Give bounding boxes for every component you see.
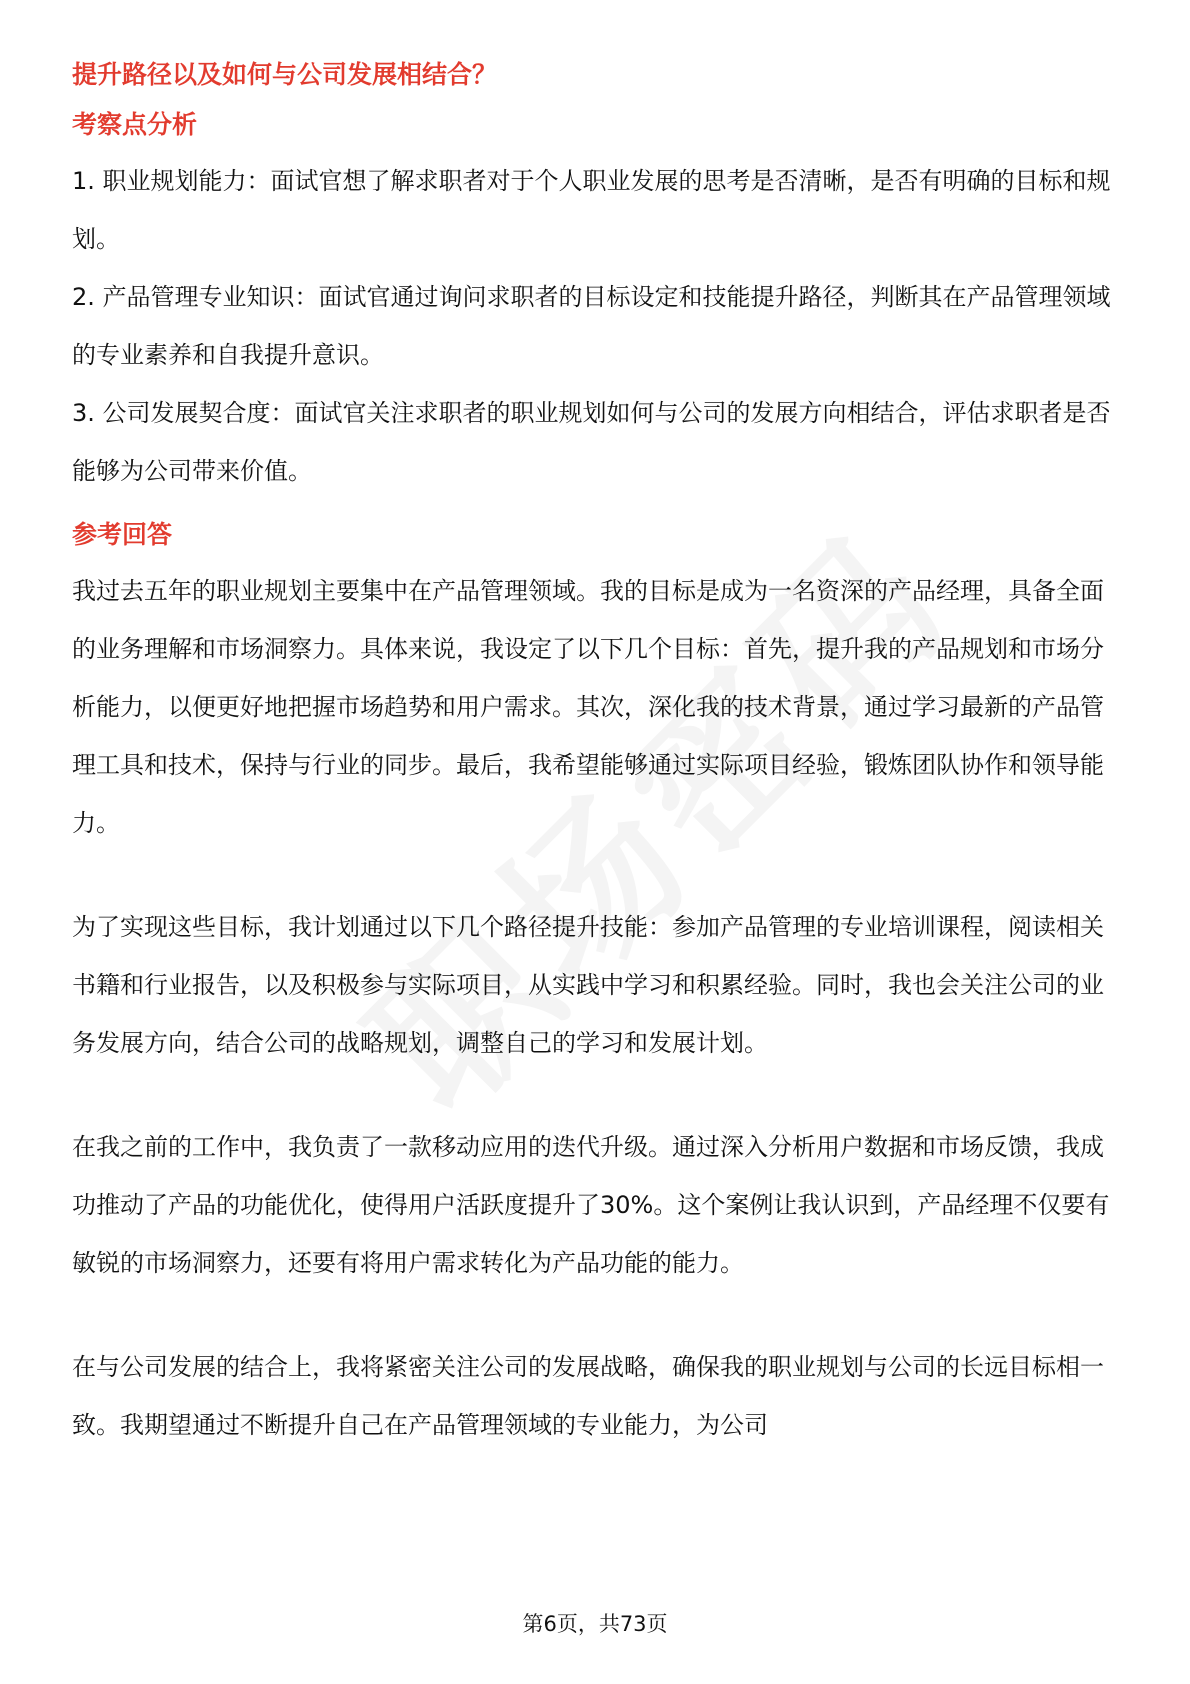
analysis-point: 2. 产品管理专业知识：面试官通过询问求职者的目标设定和技能提升路径，判断其在产品管理领域的专业素养和自我提升意识。: [72, 283, 1111, 369]
answer-paragraph: 我过去五年的职业规划主要集中在产品管理领域。我的目标是成为一名资深的产品经理，具备全面的业务理解和市场洞察力。具体来说，我设定了以下几个目标：首先，提升我的产品规划和市场分析能力，以便更好地把握市场趋势和用户需求。其次，深化我的技术背景，通过学习最新的产品管理工具和技术，保持与行业的同步。最后，我希望能够通过实际项目经验，锻炼团队协作和领导能力。: [72, 577, 1104, 837]
analysis-point: 1. 职业规划能力：面试官想了解求职者对于个人职业发展的思考是否清晰，是否有明确的目标和规划。: [72, 167, 1111, 253]
analysis-title: 考察点分析: [72, 110, 198, 139]
question-heading: 提升路径以及如何与公司发展相结合？: [72, 60, 498, 89]
answer-paragraph: 在与公司发展的结合上，我将紧密关注公司的发展战略，确保我的职业规划与公司的长远目标相一致。我期望通过不断提升自己在产品管理领域的专业能力，为公司: [72, 1353, 1104, 1439]
analysis-point: 3. 公司发展契合度：面试官关注求职者的职业规划如何与公司的发展方向相结合，评估求职者是否能够为公司带来价值。: [72, 399, 1111, 485]
page-content: [72, 58, 1118, 1454]
answer-title: 参考回答: [72, 520, 173, 549]
answer-paragraph: 在我之前的工作中，我负责了一款移动应用的迭代升级。通过深入分析用户数据和市场反馈，我成功推动了产品的功能优化，使得用户活跃度提升了30%。这个案例让我认识到，产品经理不仅要有敏锐的市场洞察力，还要有将用户需求转化为产品功能的能力。: [72, 1133, 1110, 1277]
answer-paragraph: 为了实现这些目标，我计划通过以下几个路径提升技能：参加产品管理的专业培训课程，阅读相关书籍和行业报告，以及积极参与实际项目，从实践中学习和积累经验。同时，我也会关注公司的业务发展方向，结合公司的战略规划，调整自己的学习和发展计划。: [72, 913, 1104, 1057]
page-number: 第6页，共73页: [522, 1612, 668, 1636]
